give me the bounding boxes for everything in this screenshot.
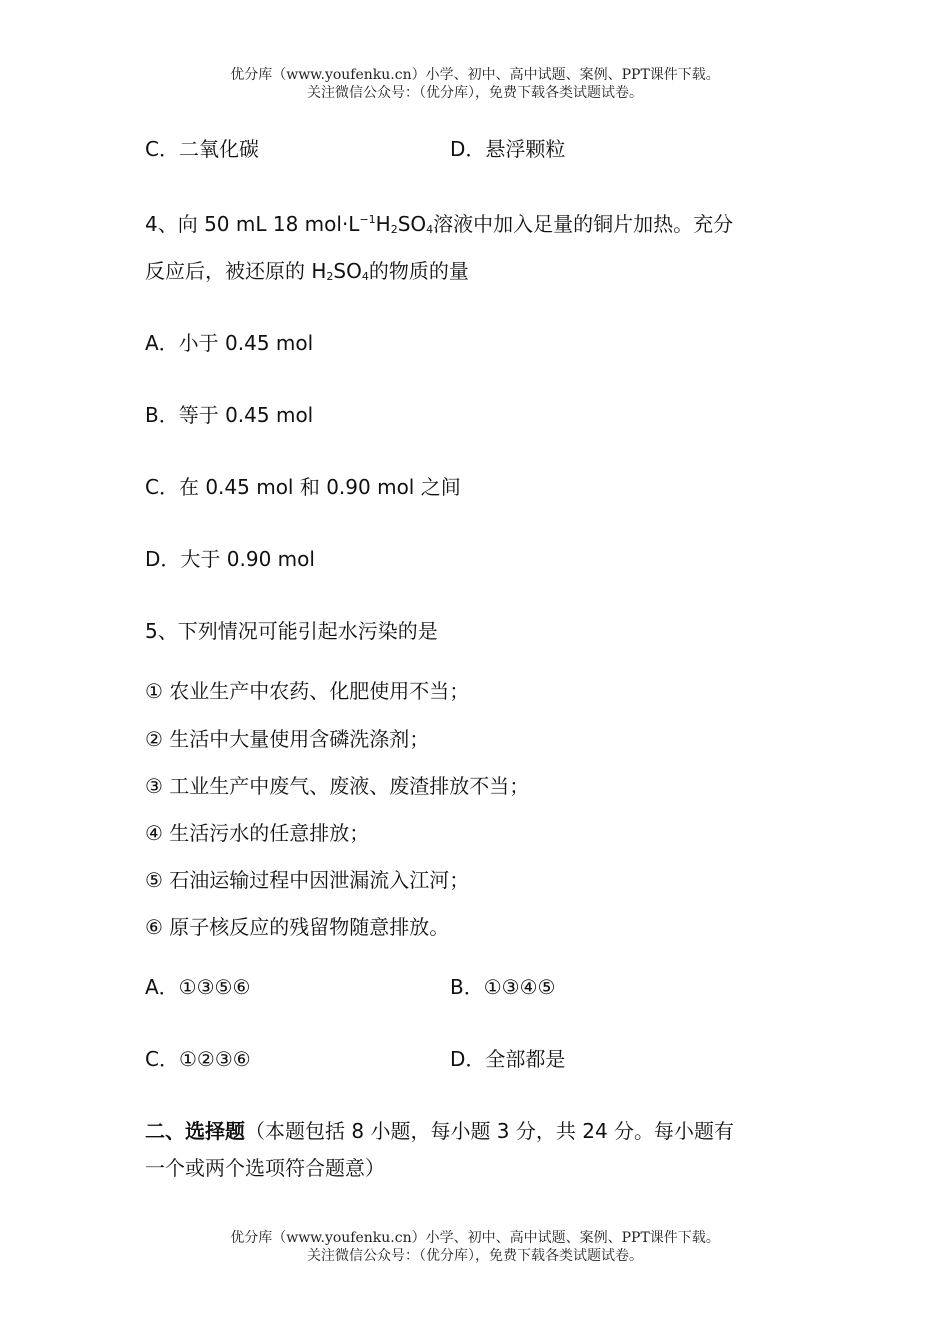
subscript: 2 (326, 270, 334, 283)
formula-part: SO (333, 259, 362, 283)
q4-option-d: D．大于 0.90 mol (145, 547, 315, 571)
q5-option-c: C．①②③⑥ (145, 1047, 251, 1071)
q5-option-b: B．①③④⑤ (450, 975, 556, 999)
section-2-title: 二、选择题 (145, 1119, 245, 1143)
q5-item-5: ⑤ 石油运输过程中因泄漏流入江河； (145, 868, 470, 892)
q4-stem-text: 溶液中加入足量的铜片加热。充分 (433, 212, 734, 236)
subscript: 2 (390, 223, 398, 236)
subscript: 4 (426, 223, 434, 236)
q5-stem: 5、下列情况可能引起水污染的是 (145, 619, 438, 643)
q3-option-c: C．二氧化碳 (145, 137, 259, 161)
formula-part: H (375, 212, 391, 236)
section-2-description-line-2: 一个或两个选项符合题意） (145, 1156, 385, 1180)
q5-item-4: ④ 生活污水的任意排放； (145, 821, 370, 845)
footer-line-1: 优分库（www.youfenku.cn）小学、初中、高中试题、案例、PPT课件下载。 (230, 1230, 720, 1246)
q4-option-a: A．小于 0.45 mol (145, 331, 314, 355)
q4-stem-line-1 (145, 206, 733, 244)
q4-stem-text: 的物质的量 (368, 259, 469, 283)
q5-item-1: ① 农业生产中农药、化肥使用不当； (145, 679, 470, 703)
section-2-description: （本题包括 8 小题，每小题 3 分，共 24 分。每小题有 (245, 1119, 735, 1143)
q5-item-3: ③ 工业生产中废气、废液、废渣排放不当； (145, 774, 530, 798)
q5-item-2: ② 生活中大量使用含磷洗涤剂； (145, 727, 430, 751)
q4-stem-text: 4、向 50 mL 18 mol·L (145, 212, 360, 236)
header-line-1: 优分库（www.youfenku.cn）小学、初中、高中试题、案例、PPT课件下载。 (230, 67, 720, 83)
q4-stem-text: 反应后，被还原的 H (145, 259, 327, 283)
section-2-heading-line-1 (145, 1117, 734, 1145)
subscript: 4 (361, 270, 369, 283)
q4-stem-line-2 (145, 257, 469, 291)
footer-line-2: 关注微信公众号：（优分库），免费下载各类试题试卷。 (307, 1248, 643, 1264)
q5-option-a: A．①③⑤⑥ (145, 975, 251, 999)
q5-option-d: D．全部都是 (450, 1047, 566, 1071)
q4-option-b: B．等于 0.45 mol (145, 403, 314, 427)
superscript: −1 (359, 213, 376, 226)
q3-option-d: D．悬浮颗粒 (450, 137, 566, 161)
q4-option-c: C．在 0.45 mol 和 0.90 mol 之间 (145, 475, 461, 499)
q5-item-6: ⑥ 原子核反应的残留物随意排放。 (145, 915, 450, 939)
page-header (0, 66, 950, 102)
formula-part: SO (397, 212, 427, 236)
page-footer (0, 1229, 950, 1265)
header-line-2: 关注微信公众号：（优分库），免费下载各类试题试卷。 (307, 85, 643, 101)
